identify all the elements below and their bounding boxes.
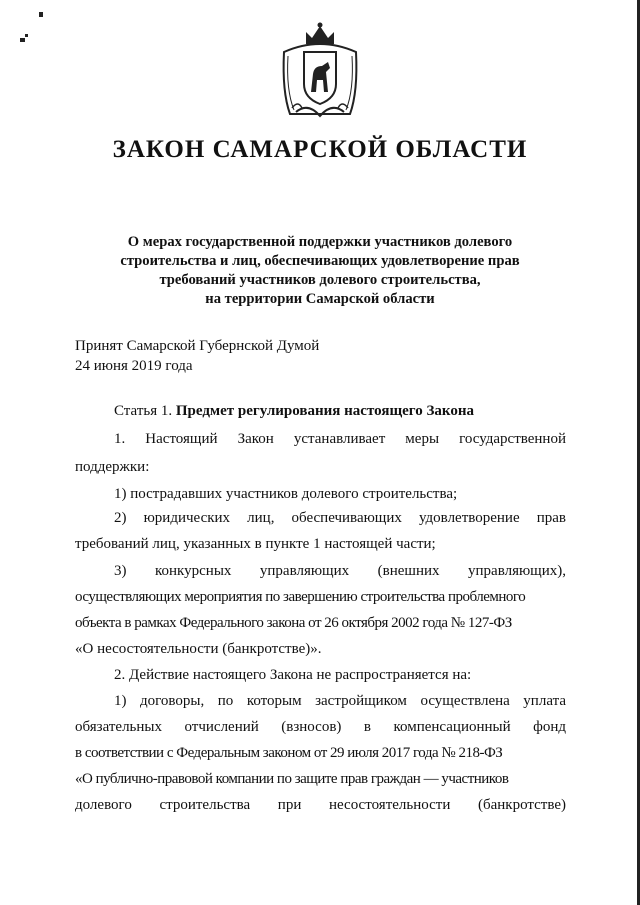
scan-mark bbox=[39, 12, 43, 17]
text-line: «О несостоятельности (банкротстве)». bbox=[75, 641, 322, 657]
subtitle-line: строительства и лиц, обеспечивающих удовлетворение прав bbox=[120, 253, 520, 269]
adoption-info bbox=[75, 336, 319, 376]
coat-of-arms-emblem bbox=[278, 22, 362, 122]
article-heading bbox=[75, 403, 566, 420]
subtitle-line: О мерах государственной поддержки участников долевого bbox=[127, 234, 513, 250]
text-line: объекта в рамках Федерального закона от 26 октября 2002 года № 127-ФЗ bbox=[75, 615, 512, 631]
subtitle-line: на территории Самарской области bbox=[205, 291, 435, 307]
scan-mark bbox=[25, 34, 28, 37]
text-line: 1. Настоящий Закон устанавливает меры государственной bbox=[114, 431, 566, 447]
text-line: 3) конкурсных управляющих (внешних управляющих), bbox=[114, 563, 566, 579]
text-line: обязательных отчислений (взносов) в компенсационный фонд bbox=[75, 719, 566, 735]
text-line: требований лиц, указанных в пункте 1 настоящей части; bbox=[75, 536, 436, 552]
adoption-date: 24 июня 2019 года bbox=[75, 358, 193, 374]
text-line: 1) пострадавших участников долевого строительства; bbox=[114, 486, 458, 502]
text-line: 2) юридических лиц, обеспечивающих удовлетворение прав bbox=[114, 510, 566, 526]
text-line: 2. Действие настоящего Закона не распространяется на: bbox=[114, 667, 472, 683]
text-line: долевого строительства при несостоятельности (банкротстве) bbox=[75, 797, 566, 813]
article-title: Предмет регулирования настоящего Закона bbox=[175, 403, 474, 419]
scan-mark bbox=[20, 38, 25, 42]
text-line: поддержки: bbox=[75, 459, 150, 475]
text-line: «О публично-правовой компании по защите прав граждан — участников bbox=[75, 771, 509, 787]
law-title: ЗАКОН САМАРСКОЙ ОБЛАСТИ bbox=[112, 136, 528, 163]
text-line: осуществляющих мероприятия по завершению строительства проблемного bbox=[75, 589, 526, 605]
article-number: Статья 1. bbox=[114, 403, 173, 419]
adoption-body: Принят Самарской Губернской Думой bbox=[75, 338, 320, 354]
text-line: 1) договоры, по которым застройщиком осуществлена уплата bbox=[114, 693, 566, 709]
text-line: в соответствии с Федеральным законом от 29 июля 2017 года № 218-ФЗ bbox=[75, 745, 503, 761]
law-subtitle bbox=[70, 233, 570, 309]
subtitle-line: требований участников долевого строительства, bbox=[159, 272, 481, 288]
